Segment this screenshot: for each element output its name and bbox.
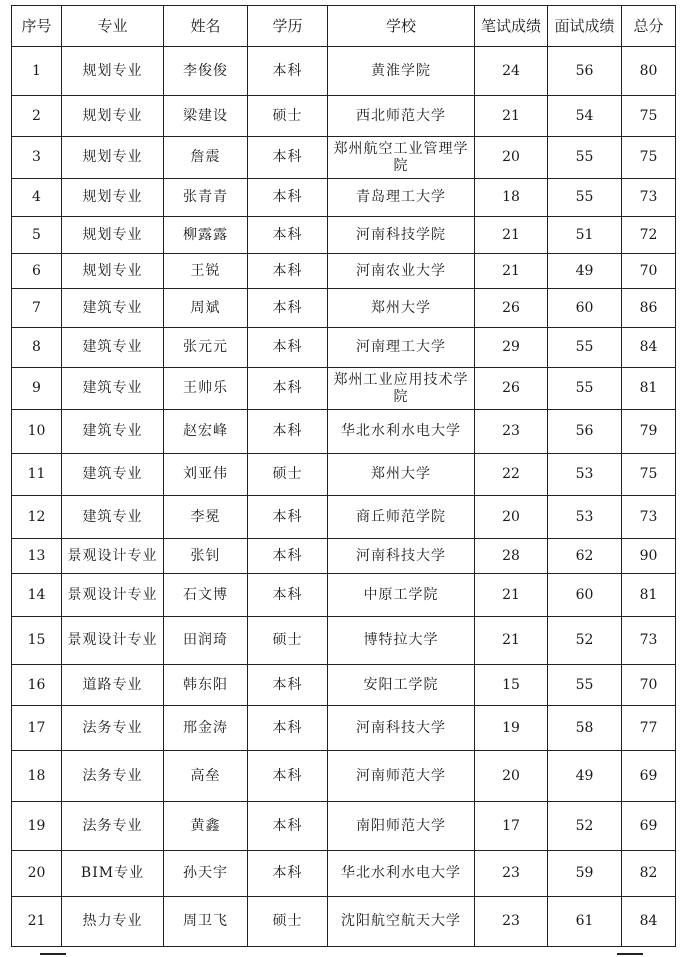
cell-school: 河南师范大学 [328,751,475,802]
cell-school: 河南理工大学 [328,328,475,368]
cell-degree: 本科 [248,496,328,539]
cell-written: 15 [475,665,548,706]
cell-school: 河南科技大学 [328,539,475,574]
cell-interview: 61 [548,897,622,947]
cell-degree: 硕士 [248,96,328,137]
cell-major: 法务专业 [62,751,164,802]
cell-degree: 本科 [248,289,328,328]
cell-degree: 硕士 [248,617,328,665]
cell-interview: 55 [548,328,622,368]
cell-name: 张青青 [164,179,248,217]
cell-major: 建筑专业 [62,328,164,368]
cell-total: 82 [622,851,676,897]
cell-no: 8 [12,328,62,368]
cell-no: 10 [12,410,62,454]
table-row [12,368,676,410]
cell-no: 4 [12,179,62,217]
cell-interview: 55 [548,179,622,217]
cell-no: 2 [12,96,62,137]
cell-major: BIM专业 [62,851,164,897]
cell-school: 华北水利水电大学 [328,410,475,454]
cell-no: 13 [12,539,62,574]
cell-interview: 51 [548,217,622,254]
table-row [12,96,676,137]
header-total: 总分 [622,6,676,47]
cell-no: 11 [12,454,62,496]
cell-major: 建筑专业 [62,368,164,410]
cell-total: 80 [622,47,676,96]
cell-degree: 本科 [248,179,328,217]
cell-interview: 56 [548,47,622,96]
page-edge-mark [617,953,643,955]
cell-written: 20 [475,496,548,539]
cell-degree: 本科 [248,368,328,410]
cell-interview: 55 [548,137,622,179]
cell-school: 沈阳航空航天大学 [328,897,475,947]
cell-interview: 55 [548,368,622,410]
table-row [12,328,676,368]
cell-name: 孙天宇 [164,851,248,897]
table-row [12,47,676,96]
cell-interview: 55 [548,665,622,706]
cell-major: 规划专业 [62,137,164,179]
cell-total: 79 [622,410,676,454]
cell-name: 梁建设 [164,96,248,137]
cell-major: 法务专业 [62,706,164,751]
table-row [12,751,676,802]
cell-name: 张钊 [164,539,248,574]
table-row [12,454,676,496]
cell-major: 规划专业 [62,96,164,137]
cell-school: 中原工学院 [328,574,475,617]
cell-written: 20 [475,137,548,179]
cell-name: 赵宏峰 [164,410,248,454]
cell-no: 17 [12,706,62,751]
cell-degree: 本科 [248,665,328,706]
cell-major: 建筑专业 [62,289,164,328]
header-major: 专业 [62,6,164,47]
cell-degree: 本科 [248,328,328,368]
cell-degree: 本科 [248,47,328,96]
cell-name: 詹震 [164,137,248,179]
cell-degree: 本科 [248,217,328,254]
cell-written: 17 [475,802,548,851]
cell-total: 69 [622,802,676,851]
cell-interview: 60 [548,289,622,328]
cell-interview: 56 [548,410,622,454]
cell-written: 21 [475,617,548,665]
cell-degree: 本科 [248,706,328,751]
cell-interview: 49 [548,751,622,802]
cell-major: 道路专业 [62,665,164,706]
cell-major: 建筑专业 [62,496,164,539]
cell-no: 12 [12,496,62,539]
table-row [12,179,676,217]
cell-written: 23 [475,410,548,454]
cell-school: 河南科技学院 [328,217,475,254]
cell-written: 29 [475,328,548,368]
cell-interview: 60 [548,574,622,617]
cell-written: 22 [475,454,548,496]
cell-written: 21 [475,217,548,254]
cell-degree: 本科 [248,851,328,897]
cell-total: 84 [622,897,676,947]
cell-written: 26 [475,289,548,328]
cell-total: 86 [622,289,676,328]
cell-total: 75 [622,96,676,137]
cell-written: 24 [475,47,548,96]
table-row [12,539,676,574]
cell-major: 景观设计专业 [62,539,164,574]
cell-total: 70 [622,254,676,289]
table-row [12,665,676,706]
header-interview-score: 面试成绩 [548,6,622,47]
table-row [12,897,676,947]
header-written-score: 笔试成绩 [475,6,548,47]
cell-name: 邢金涛 [164,706,248,751]
cell-total: 72 [622,217,676,254]
cell-degree: 本科 [248,137,328,179]
cell-school: 南阳师范大学 [328,802,475,851]
cell-degree: 本科 [248,574,328,617]
cell-school: 郑州航空工业管理学院 [328,137,475,179]
cell-written: 23 [475,851,548,897]
cell-degree: 本科 [248,539,328,574]
cell-major: 规划专业 [62,179,164,217]
table-row [12,706,676,751]
cell-total: 75 [622,454,676,496]
cell-interview: 54 [548,96,622,137]
cell-interview: 53 [548,454,622,496]
table-row [12,617,676,665]
cell-degree: 本科 [248,254,328,289]
cell-no: 9 [12,368,62,410]
cell-interview: 62 [548,539,622,574]
cell-name: 周斌 [164,289,248,328]
cell-total: 81 [622,368,676,410]
table-row [12,574,676,617]
cell-total: 73 [622,179,676,217]
cell-total: 81 [622,574,676,617]
cell-no: 21 [12,897,62,947]
cell-name: 黄鑫 [164,802,248,851]
table-row [12,496,676,539]
cell-major: 景观设计专业 [62,574,164,617]
cell-school: 博特拉大学 [328,617,475,665]
cell-written: 23 [475,897,548,947]
cell-major: 法务专业 [62,802,164,851]
cell-school: 河南农业大学 [328,254,475,289]
cell-no: 1 [12,47,62,96]
header-no: 序号 [12,6,62,47]
cell-total: 70 [622,665,676,706]
cell-interview: 49 [548,254,622,289]
header-name: 姓名 [164,6,248,47]
cell-name: 柳露露 [164,217,248,254]
table-row [12,137,676,179]
table-row [12,851,676,897]
cell-major: 规划专业 [62,217,164,254]
cell-total: 69 [622,751,676,802]
cell-no: 3 [12,137,62,179]
cell-school: 郑州大学 [328,454,475,496]
cell-no: 14 [12,574,62,617]
cell-name: 周卫飞 [164,897,248,947]
cell-degree: 本科 [248,410,328,454]
cell-written: 21 [475,254,548,289]
cell-total: 73 [622,617,676,665]
cell-name: 高垒 [164,751,248,802]
cell-no: 16 [12,665,62,706]
cell-major: 热力专业 [62,897,164,947]
cell-total: 84 [622,328,676,368]
table-row [12,410,676,454]
cell-school: 郑州大学 [328,289,475,328]
cell-major: 建筑专业 [62,410,164,454]
cell-written: 28 [475,539,548,574]
header-row [12,6,676,47]
cell-school: 商丘师范学院 [328,496,475,539]
cell-interview: 58 [548,706,622,751]
cell-school: 华北水利水电大学 [328,851,475,897]
cell-school: 青岛理工大学 [328,179,475,217]
cell-name: 王帅乐 [164,368,248,410]
table-body [12,47,676,947]
cell-school: 安阳工学院 [328,665,475,706]
score-table [11,5,676,947]
table-row [12,217,676,254]
cell-written: 19 [475,706,548,751]
cell-no: 20 [12,851,62,897]
cell-school: 黄淮学院 [328,47,475,96]
cell-degree: 硕士 [248,454,328,496]
cell-major: 规划专业 [62,47,164,96]
cell-name: 石文博 [164,574,248,617]
table-row [12,254,676,289]
cell-no: 7 [12,289,62,328]
cell-written: 20 [475,751,548,802]
cell-name: 王锐 [164,254,248,289]
cell-school: 西北师范大学 [328,96,475,137]
cell-written: 18 [475,179,548,217]
cell-interview: 52 [548,802,622,851]
cell-interview: 52 [548,617,622,665]
cell-total: 77 [622,706,676,751]
table-row [12,802,676,851]
cell-name: 张元元 [164,328,248,368]
cell-no: 19 [12,802,62,851]
cell-major: 规划专业 [62,254,164,289]
header-degree: 学历 [248,6,328,47]
cell-name: 李俊俊 [164,47,248,96]
cell-total: 73 [622,496,676,539]
cell-total: 90 [622,539,676,574]
cell-name: 韩东阳 [164,665,248,706]
cell-school: 河南科技大学 [328,706,475,751]
table-row [12,289,676,328]
cell-major: 建筑专业 [62,454,164,496]
cell-name: 田润琦 [164,617,248,665]
cell-name: 刘亚伟 [164,454,248,496]
page-edge-mark [40,953,66,955]
cell-interview: 53 [548,496,622,539]
cell-written: 26 [475,368,548,410]
cell-interview: 59 [548,851,622,897]
cell-total: 75 [622,137,676,179]
cell-no: 6 [12,254,62,289]
cell-degree: 本科 [248,802,328,851]
cell-no: 5 [12,217,62,254]
cell-written: 21 [475,574,548,617]
cell-name: 李冕 [164,496,248,539]
cell-written: 21 [475,96,548,137]
cell-major: 景观设计专业 [62,617,164,665]
cell-degree: 本科 [248,751,328,802]
header-school: 学校 [328,6,475,47]
cell-no: 18 [12,751,62,802]
cell-school: 郑州工业应用技术学院 [328,368,475,410]
cell-degree: 硕士 [248,897,328,947]
cell-no: 15 [12,617,62,665]
